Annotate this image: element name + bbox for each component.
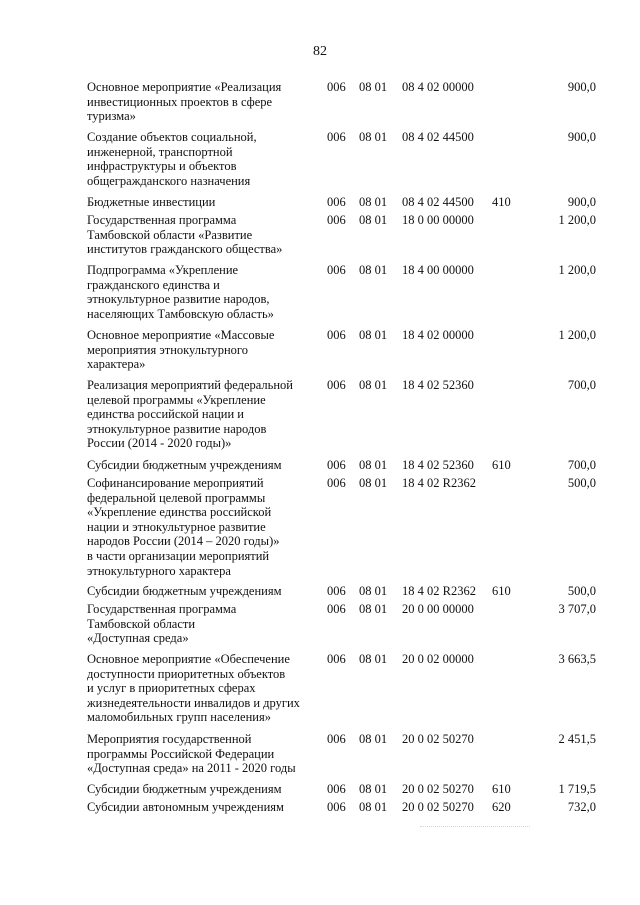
row-sum: 900,0 [567, 195, 596, 209]
row-vr: 620 [492, 800, 511, 814]
row-ved: 006 [327, 476, 346, 490]
row-cs: 20 0 00 00000 [402, 602, 474, 616]
row-name: Софинансирование мероприятий федеральной целевой программы «Укрепление единства российской нации и этнокультурное развитие народов России (2014 – 2020 годы)» в части организации мероприятий этнокультурного характера [87, 476, 280, 578]
row-sum: 700,0 [567, 378, 596, 392]
row-cs: 08 4 02 00000 [402, 80, 474, 94]
row-cs: 20 0 02 50270 [402, 732, 474, 746]
budget-table [0, 80, 640, 818]
row-cs: 18 4 02 00000 [402, 328, 474, 342]
scan-specks [420, 826, 530, 833]
row-name: Реализация мероприятий федеральной целевой программы «Укрепление единства российской нации и этнокультурное развитие народов России (2014 - 2020 годы)» [87, 378, 293, 451]
row-sum: 1 200,0 [558, 263, 596, 277]
row-rz-pr: 08 01 [359, 213, 388, 227]
page-number: 82 [313, 44, 327, 59]
row-vr: 610 [492, 458, 511, 472]
row-sum: 732,0 [567, 800, 596, 814]
row-cs: 20 0 02 50270 [402, 800, 474, 814]
row-cs: 18 0 00 00000 [402, 213, 474, 227]
row-rz-pr: 08 01 [359, 800, 388, 814]
table-row [0, 652, 640, 732]
table-row [0, 263, 640, 328]
row-ved: 006 [327, 732, 346, 746]
row-vr: 610 [492, 584, 511, 598]
table-row [0, 602, 640, 652]
row-name: Субсидии бюджетным учреждениям [87, 458, 282, 472]
row-sum: 1 200,0 [558, 213, 596, 227]
row-sum: 1 200,0 [558, 328, 596, 342]
row-ved: 006 [327, 80, 346, 94]
row-rz-pr: 08 01 [359, 80, 388, 94]
row-ved: 006 [327, 602, 346, 616]
row-sum: 3 663,5 [558, 652, 596, 666]
table-row [0, 732, 640, 782]
row-cs: 18 4 02 52360 [402, 378, 474, 392]
table-row [0, 213, 640, 263]
row-vr: 410 [492, 195, 511, 209]
row-sum: 1 719,5 [558, 782, 596, 796]
row-rz-pr: 08 01 [359, 130, 388, 144]
row-ved: 006 [327, 652, 346, 666]
row-sum: 700,0 [567, 458, 596, 472]
row-ved: 006 [327, 328, 346, 342]
row-rz-pr: 08 01 [359, 458, 388, 472]
row-rz-pr: 08 01 [359, 328, 388, 342]
row-name: Мероприятия государственной программы Российской Федерации «Доступная среда» на 2011 - 2020 годы [87, 732, 296, 776]
row-name: Основное мероприятие «Массовые мероприятия этнокультурного характера» [87, 328, 275, 372]
row-rz-pr: 08 01 [359, 782, 388, 796]
row-vr: 610 [492, 782, 511, 796]
row-cs: 18 4 02 52360 [402, 458, 474, 472]
row-name: Бюджетные инвестиции [87, 195, 216, 209]
row-rz-pr: 08 01 [359, 602, 388, 616]
table-row [0, 130, 640, 195]
row-rz-pr: 08 01 [359, 476, 388, 490]
table-row [0, 584, 640, 602]
row-cs: 18 4 00 00000 [402, 263, 474, 277]
row-ved: 006 [327, 378, 346, 392]
row-ved: 006 [327, 263, 346, 277]
row-ved: 006 [327, 800, 346, 814]
row-ved: 006 [327, 458, 346, 472]
row-name: Субсидии бюджетным учреждениям [87, 782, 282, 796]
row-sum: 900,0 [567, 130, 596, 144]
row-name: Государственная программа Тамбовской области «Доступная среда» [87, 602, 237, 646]
row-sum: 500,0 [567, 476, 596, 490]
row-rz-pr: 08 01 [359, 378, 388, 392]
row-rz-pr: 08 01 [359, 652, 388, 666]
row-cs: 20 0 02 00000 [402, 652, 474, 666]
row-sum: 500,0 [567, 584, 596, 598]
row-ved: 006 [327, 130, 346, 144]
table-row [0, 782, 640, 800]
table-row [0, 476, 640, 584]
table-row [0, 328, 640, 378]
row-sum: 3 707,0 [558, 602, 596, 616]
row-name: Создание объектов социальной, инженерной, транспортной инфраструктуры и объектов общегражданского назначения [87, 130, 257, 188]
table-row [0, 195, 640, 213]
row-name: Подпрограмма «Укрепление гражданского единства и этнокультурное развитие народов, населяющих Тамбовскую область» [87, 263, 274, 321]
table-row [0, 458, 640, 476]
table-row [0, 800, 640, 818]
row-rz-pr: 08 01 [359, 263, 388, 277]
row-name: Государственная программа Тамбовской области «Развитие институтов гражданского общества» [87, 213, 283, 257]
row-rz-pr: 08 01 [359, 732, 388, 746]
row-ved: 006 [327, 213, 346, 227]
table-row [0, 80, 640, 130]
row-ved: 006 [327, 584, 346, 598]
row-ved: 006 [327, 195, 346, 209]
row-sum: 900,0 [567, 80, 596, 94]
row-name: Основное мероприятие «Обеспечение доступности приоритетных объектов и услуг в приоритетных сферах жизнедеятельности инвалидов и других маломобильных групп населения» [87, 652, 300, 725]
row-cs: 08 4 02 44500 [402, 130, 474, 144]
row-cs: 08 4 02 44500 [402, 195, 474, 209]
row-rz-pr: 08 01 [359, 584, 388, 598]
row-cs: 18 4 02 R2362 [402, 584, 476, 598]
row-rz-pr: 08 01 [359, 195, 388, 209]
row-cs: 20 0 02 50270 [402, 782, 474, 796]
row-name: Субсидии автономным учреждениям [87, 800, 284, 814]
row-name: Субсидии бюджетным учреждениям [87, 584, 282, 598]
row-sum: 2 451,5 [558, 732, 596, 746]
table-row [0, 378, 640, 458]
row-cs: 18 4 02 R2362 [402, 476, 476, 490]
row-name: Основное мероприятие «Реализация инвестиционных проектов в сфере туризма» [87, 80, 282, 124]
row-ved: 006 [327, 782, 346, 796]
